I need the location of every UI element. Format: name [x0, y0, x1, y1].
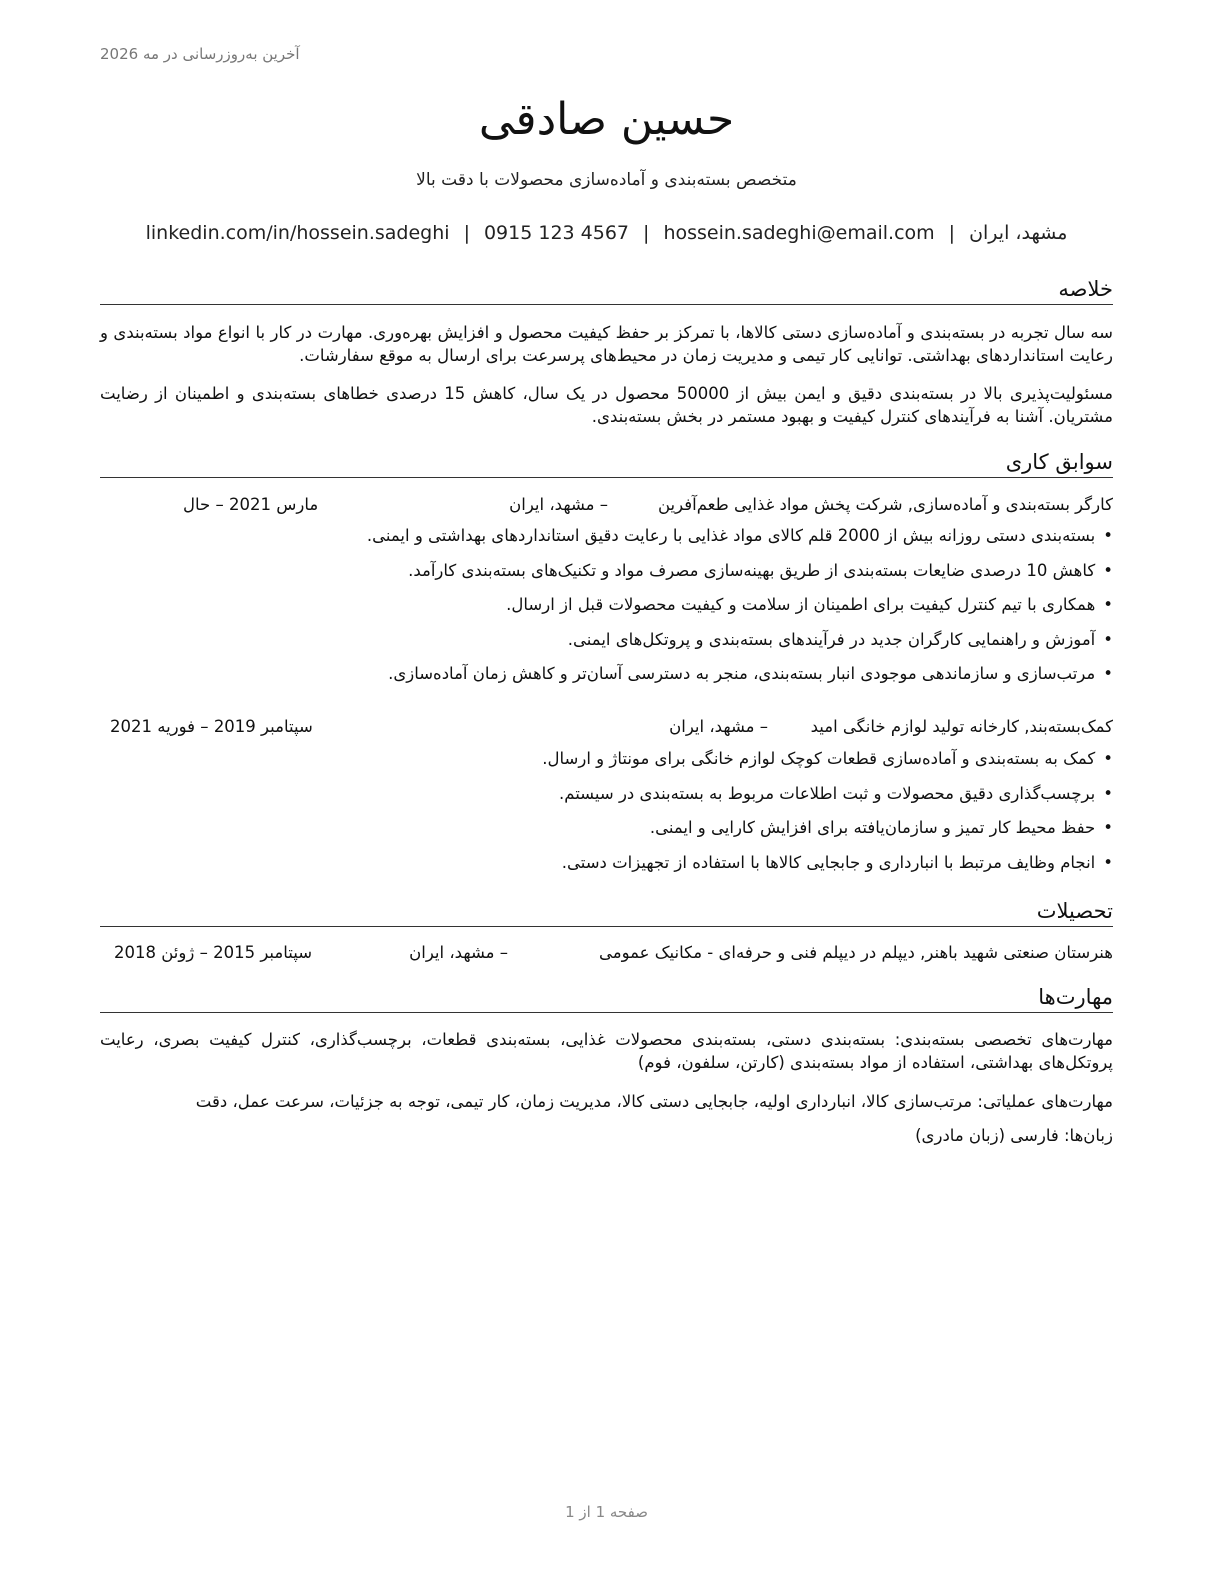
- job-dates: مارس 2021 – حال: [183, 495, 319, 514]
- skills-languages: زبان‌ها: فارسی (زبان مادری): [915, 1126, 1113, 1145]
- bullet-dot-icon: •: [1103, 664, 1113, 683]
- list-item: •مرتب‌سازی و سازماندهی موجودی انبار بسته‌بندی، منجر به دسترسی آسان‌تر و کاهش زمان آماده‌سازی.: [100, 657, 1113, 692]
- education-entry: [100, 941, 1113, 965]
- contact-separator: |: [948, 222, 956, 244]
- skills-specialized: مهارت‌های تخصصی بسته‌بندی: بسته‌بندی دستی، بسته‌بندی محصولات غذایی، بسته‌بندی قطعات، برچسب‌گذاری، کنترل کیفیت بصری، رعایت پروتکل‌های بهداشتی، استفاده از مواد بسته‌بندی (کارتن، سلفون، فوم): [100, 1030, 1113, 1072]
- section-title-education: تحصیلات: [100, 898, 1113, 927]
- bullet-dot-icon: •: [1103, 852, 1113, 872]
- job-location: – مشهد، ایران: [509, 495, 608, 514]
- resume-page: [100, 0, 1113, 1584]
- job-header: [100, 493, 1113, 517]
- summary-paragraph-2: مسئولیت‌پذیری بالا در بسته‌بندی دقیق و ایمن بیش از 50000 محصول در یک سال، کاهش 15 درصدی خطاهای بسته‌بندی و اطمینان از رضایت مشتریان. آشنا به فرآیندهای کنترل کیفیت و بهبود مستمر در بخش بسته‌بندی.: [100, 384, 1113, 426]
- bullet-dot-icon: •: [1103, 783, 1113, 803]
- tagline: متخصص بسته‌بندی و آماده‌سازی محصولات با دقت بالا: [416, 170, 797, 190]
- job-location: – مشهد، ایران: [669, 717, 768, 736]
- job-bullets: [100, 742, 1113, 880]
- job-header: [100, 715, 1113, 739]
- contact-separator: |: [463, 222, 470, 244]
- bullet-dot-icon: •: [1103, 526, 1113, 545]
- person-name: حسین صادقی: [478, 94, 735, 145]
- section-title-summary: خلاصه: [100, 276, 1113, 305]
- list-item: •کمک به بسته‌بندی و آماده‌سازی قطعات کوچک لوازم خانگی برای مونتاژ و ارسال.: [100, 742, 1113, 777]
- section-title-skills: مهارت‌ها: [100, 984, 1113, 1013]
- bullet-dot-icon: •: [1103, 818, 1113, 837]
- bullet-dot-icon: •: [1103, 595, 1113, 614]
- contact-linkedin[interactable]: linkedin.com/in/hossein.sadeghi: [145, 222, 450, 244]
- education-school-degree: هنرستان صنعتی شهید باهنر, دیپلم در دیپلم فنی و حرفه‌ای - مکانیک عمومی: [598, 943, 1113, 962]
- skills-operational: مهارت‌های عملیاتی: مرتب‌سازی کالا، انبارداری اولیه، جابجایی دستی کالا، مدیریت زمان، کار تیمی، توجه به جزئیات، سرعت عمل، دقت: [195, 1092, 1113, 1111]
- list-item: •همکاری با تیم کنترل کیفیت برای اطمینان از سلامت و کیفیت محصولات قبل از ارسال.: [100, 588, 1113, 623]
- bullet-dot-icon: •: [1103, 749, 1113, 768]
- bullet-dot-icon: •: [1103, 560, 1113, 580]
- contact-phone[interactable]: 0915 123 4567: [483, 222, 630, 244]
- education-dates: سپتامبر 2015 – ژوئن 2018: [114, 943, 313, 962]
- job-title-company: کمک‌بسته‌بند, کارخانه تولید لوازم خانگی امید: [810, 717, 1113, 736]
- contact-location: مشهد، ایران: [969, 222, 1068, 244]
- education-location: – مشهد، ایران: [409, 943, 508, 962]
- contact-email[interactable]: hossein.sadeghi@email.com: [663, 222, 935, 244]
- list-item: •آموزش و راهنمایی کارگران جدید در فرآیندهای بسته‌بندی و پروتکل‌های ایمنی.: [100, 623, 1113, 658]
- job-dates: سپتامبر 2019 – فوریه 2021: [110, 717, 313, 736]
- last-updated: آخرین به‌روزرسانی در مه 2026: [100, 45, 300, 63]
- contact-separator: |: [643, 222, 650, 244]
- list-item: •بسته‌بندی دستی روزانه بیش از 2000 قلم کالای مواد غذایی با رعایت دقیق استانداردهای بهداشتی و ایمنی.: [100, 519, 1113, 554]
- job-title-company: کارگر بسته‌بندی و آماده‌سازی, شرکت پخش مواد غذایی طعم‌آفرین: [657, 495, 1113, 514]
- list-item: •حفظ محیط کار تمیز و سازمان‌یافته برای افزایش کارایی و ایمنی.: [100, 811, 1113, 846]
- summary-paragraph-1: سه سال تجربه در بسته‌بندی و آماده‌سازی دستی کالاها، با تمرکز بر حفظ کیفیت محصول و افزایش بهره‌وری. مهارت در کار با انواع مواد بسته‌بندی و رعایت استانداردهای بهداشتی. توانایی کار تیمی و مدیریت زمان در محیط‌های پرسرعت برای ارسال به موقع سفارشات.: [100, 323, 1113, 365]
- bullet-dot-icon: •: [1103, 629, 1113, 649]
- job-bullets: [100, 519, 1113, 692]
- list-item: •انجام وظایف مرتبط با انبارداری و جابجایی کالاها با استفاده از تجهیزات دستی.: [100, 846, 1113, 881]
- contact-line: [100, 222, 1113, 244]
- list-item: •کاهش 10 درصدی ضایعات بسته‌بندی از طریق بهینه‌سازی مصرف مواد و تکنیک‌های بسته‌بندی کارآمد.: [100, 554, 1113, 589]
- page-number: صفحه 1 از 1: [565, 1503, 648, 1521]
- list-item: •برچسب‌گذاری دقیق محصولات و ثبت اطلاعات مربوط به بسته‌بندی در سیستم.: [100, 777, 1113, 812]
- section-title-experience: سوابق کاری: [100, 449, 1113, 478]
